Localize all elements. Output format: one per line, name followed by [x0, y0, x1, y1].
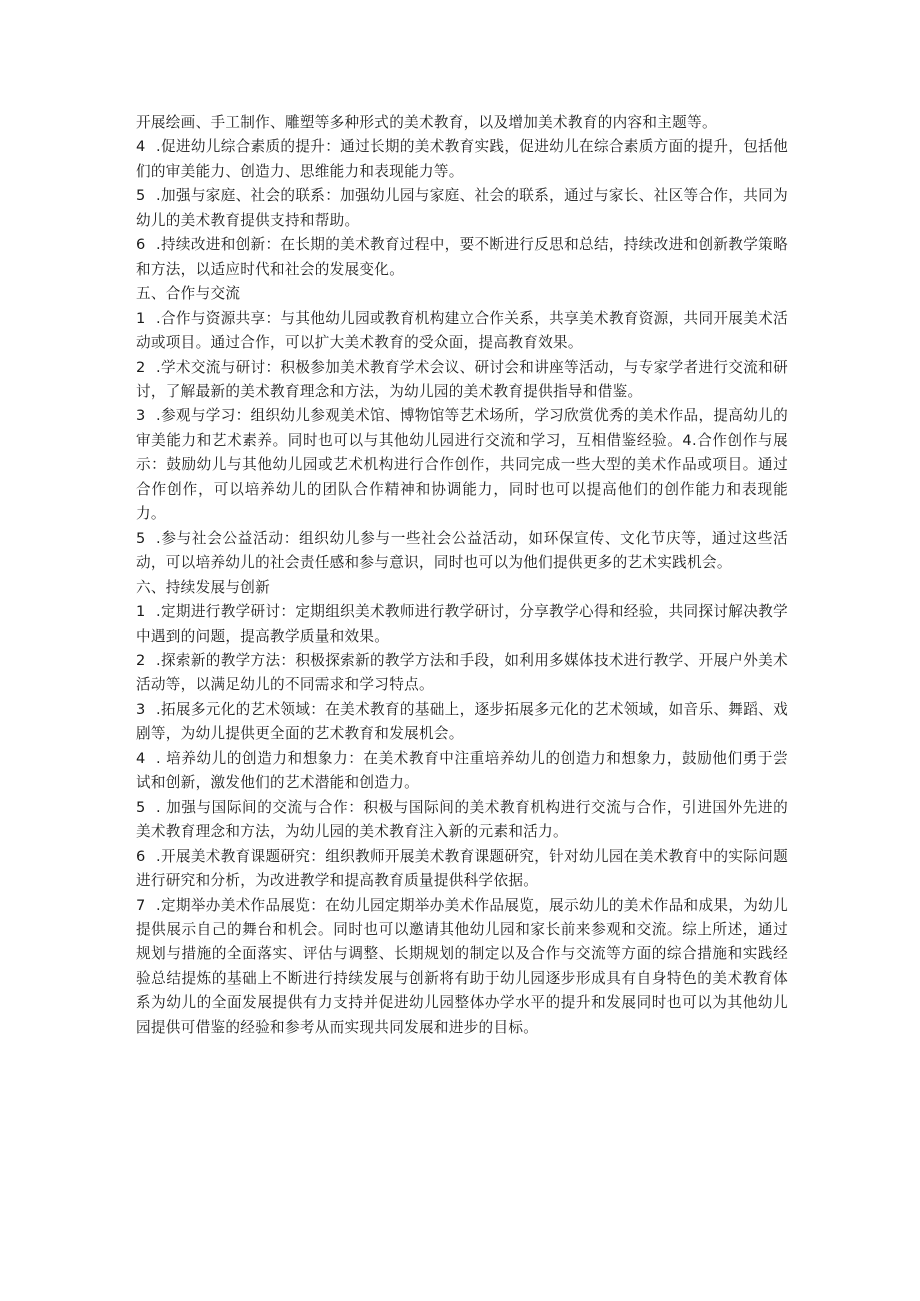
list-item — [136, 233, 788, 282]
item-number: 2 — [136, 651, 146, 669]
item-text: .开展美术教育课题研究：组织教师开展美术教育课题研究，针对幼儿园在美术教育中的实际问题进行研究和分析，为改进教学和提高教育质量提供科学依据。 — [136, 847, 788, 890]
item-number: 6 — [136, 236, 146, 254]
item-number: 5 — [136, 798, 146, 816]
list-item — [136, 747, 788, 796]
list-item — [136, 307, 788, 356]
item-number: 4 — [136, 138, 146, 156]
section-heading-development: 六、持续发展与创新 — [136, 578, 271, 596]
list-item — [136, 600, 788, 649]
item-number: 1 — [136, 309, 146, 327]
item-text: .拓展多元化的艺术领域：在美术教育的基础上，逐步拓展多元化的艺术领域，如音乐、舞蹈、戏剧等，为幼儿提供更全面的艺术教育和发展机会。 — [136, 700, 788, 743]
list-item — [136, 404, 788, 526]
item-text: .合作与资源共享：与其他幼儿园或教育机构建立合作关系，共享美术教育资源，共同开展美术活动或项目。通过合作，可以扩大美术教育的受众面，提高教育效果。 — [136, 309, 788, 352]
list-item — [136, 845, 788, 894]
item-text: .学术交流与研讨：积极参加美术教育学术会议、研讨会和讲座等活动，与专家学者进行交流和研讨，了解最新的美术教育理念和方法，为幼儿园的美术教育提供指导和借鉴。 — [136, 358, 788, 400]
item-number: 4 — [136, 749, 146, 767]
item-text: .加强与家庭、社会的联系：加强幼儿园与家庭、社会的联系，通过与家长、社区等合作，共同为幼儿的美术教育提供支持和帮助。 — [136, 187, 788, 229]
list-item — [136, 527, 788, 576]
intro-paragraph: 开展绘画、手工制作、雕塑等多种形式的美术教育，以及增加美术教育的内容和主题等。 — [136, 114, 717, 131]
list-item — [136, 796, 788, 845]
item-text: .参观与学习：组织幼儿参观美术馆、博物馆等艺术场所，学习欣赏优秀的美术作品，提高幼儿的审美能力和艺术素养。同时也可以与其他幼儿园进行交流和学习，互相借鉴经验。4.合作创作与展示：鼓励幼儿与其他幼儿园或艺术机构进行合作创作，共同完成一些大型的美术作品或项目。通过合作创作，可以培养幼儿的团队合作精神和协调能力，同时也可以提高他们的创作能力和表现能力。 — [136, 407, 788, 523]
item-number: 3 — [136, 700, 146, 718]
item-text: .探索新的教学方法：积极探索新的教学方法和手段，如利用多媒体技术进行教学、开展户外美术活动等，以满足幼儿的不同需求和学习特点。 — [136, 651, 788, 694]
document-body — [136, 111, 788, 1040]
list-item — [136, 894, 788, 1041]
item-number: 2 — [136, 358, 146, 376]
item-text: .定期进行教学研讨：定期组织美术教师进行教学研讨，分享教学心得和经验，共同探讨解决教学中遇到的问题，提高教学质量和效果。 — [136, 603, 788, 645]
item-text: .促进幼儿综合素质的提升：通过长期的美术教育实践，促进幼儿在综合素质方面的提升，包括他们的审美能力、创造力、思维能力和表现能力等。 — [136, 138, 788, 180]
item-number: 6 — [136, 847, 146, 865]
item-text: .参与社会公益活动：组织幼儿参与一些社会公益活动，如环保宣传、文化节庆等，通过这些活动，可以培养幼儿的社会责任感和参与意识，同时也可以为他们提供更多的艺术实践机会。 — [136, 529, 788, 572]
list-item — [136, 135, 788, 184]
item-text: . 加强与国际间的交流与合作：积极与国际间的美术教育机构进行交流与合作，引进国外先进的美术教育理念和方法，为幼儿园的美术教育注入新的元素和活力。 — [136, 798, 788, 841]
item-number: 5 — [136, 187, 146, 205]
list-item — [136, 698, 788, 747]
list-item — [136, 184, 788, 233]
list-item — [136, 649, 788, 698]
item-text: .定期举办美术作品展览：在幼儿园定期举办美术作品展览，展示幼儿的美术作品和成果，为幼儿提供展示自己的舞台和机会。同时也可以邀请其他幼儿园和家长前来参观和交流。综上所述，通过规划与措施的全面落实、评估与调整、长期规划的制定以及合作与交流等方面的综合措施和实践经验总结提炼的基础上不断进行持续发展与创新将有助于幼儿园逐步形成具有自身特色的美术教育体系为幼儿的全面发展提供有力支持并促进幼儿园整体办学水平的提升和发展同时也可以为其他幼儿园提供可借鉴的经验和参考从而实现共同发展和进步的目标。 — [136, 896, 788, 1036]
item-number: 7 — [136, 896, 146, 914]
item-number: 5 — [136, 529, 146, 547]
section-heading-cooperation: 五、合作与交流 — [136, 285, 241, 303]
item-number: 3 — [136, 407, 146, 425]
item-text: . 培养幼儿的创造力和想象力：在美术教育中注重培养幼儿的创造力和想象力，鼓励他们勇于尝试和创新，激发他们的艺术潜能和创造力。 — [136, 749, 788, 792]
item-number: 1 — [136, 603, 146, 621]
item-text: .持续改进和创新：在长期的美术教育过程中，要不断进行反思和总结，持续改进和创新教学策略和方法，以适应时代和社会的发展变化。 — [136, 236, 788, 278]
list-item — [136, 356, 788, 405]
